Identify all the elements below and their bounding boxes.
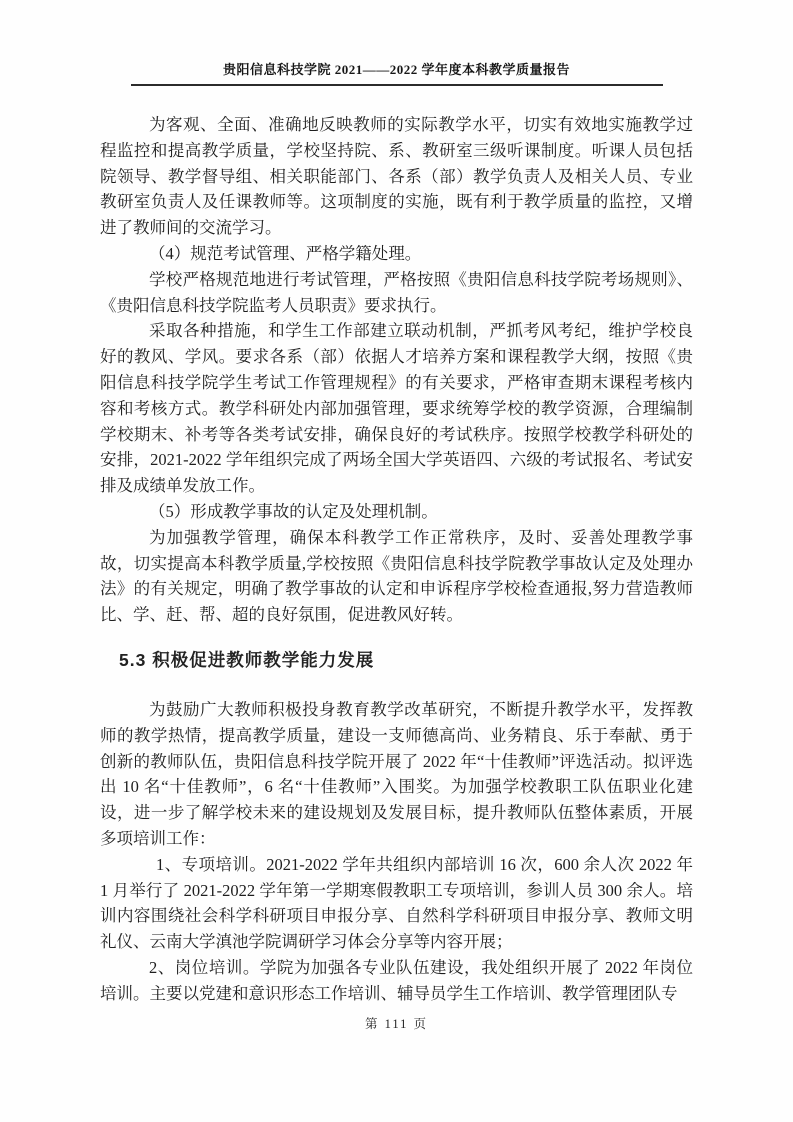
paragraph-exam-rules: 学校严格规范地进行考试管理，严格按照《贵阳信息科技学院考场规则》、《贵阳信息科技学院监考人员职责》要求执行。	[100, 269, 693, 315]
page-number: 第 111 页	[364, 1017, 429, 1031]
paragraph-teacher-development-intro: 为鼓励广大教师积极投身教育教学改革研究，不断提升教学水平，发挥教师的教学热情，提高教学质量，建设一支师德高尚、业务精良、乐于奉献、勇于创新的教师队伍，贵阳信息科技学院开展了 2022 年“十佳教师”评选活动。拟评选出 10 名“十佳教师”，6 名“十佳教师”入围奖。为加强学校教职工队伍职业化建设，进一步了解学校未来的建设规划及发展目标，提升教师队伍整体素质，开展多项培训工作：	[100, 699, 693, 848]
paragraph-item5-title: （5）形成教学事故的认定及处理机制。	[149, 501, 438, 521]
header-rule	[131, 84, 663, 86]
paragraph-teaching-accident: 为加强教学管理，确保本科教学工作正常秩序，及时、妥善处理教学事故，切实提高本科教学质量,学校按照《贵阳信息科技学院教学事故认定及处理办法》的有关规定，明确了教学事故的认定和申诉程序学校检查通报,努力营造教师比、学、赶、帮、超的良好氛围，促进教风好转。	[100, 527, 693, 625]
page-footer	[0, 1014, 793, 1032]
document-body	[100, 112, 693, 1007]
page-header	[100, 60, 693, 86]
section-heading-5-3: 5.3 积极促进教师教学能力发展	[119, 649, 375, 670]
paragraph-exam-management: 采取各种措施，和学生工作部建立联动机制，严抓考风考纪，维护学校良好的教风、学风。要求各系（部）依据人才培养方案和课程教学大纲，按照《贵阳信息科技学院学生考试工作管理规程》的有关要求，严格审查期末课程考核内容和考核方式。教学科研处内部加强管理，要求统筹学校的教学资源，合理编制学校期末、补考等各类考试安排，确保良好的考试秩序。按照学校教学科研处的安排，2021-2022 学年组织完成了两场全国大学英语四、六级的考试报名、考试安排及成绩单发放工作。	[100, 321, 693, 496]
paragraph-item4-title: （4）规范考试管理、严格学籍处理。	[149, 243, 422, 263]
paragraph-listening-system: 为客观、全面、准确地反映教师的实际教学水平，切实有效地实施教学过程监控和提高教学质量，学校坚持院、系、教研室三级听课制度。听课人员包括院领导、教学督导组、相关职能部门、各系（部）教学负责人及相关人员、专业教研室负责人及任课教师等。这项制度的实施，既有利于教学质量的监控，又增进了教师间的交流学习。	[100, 115, 693, 238]
paragraph-special-training: 1、专项培训。2021-2022 学年共组织内部培训 16 次，600 余人次 2022 年 1 月举行了 2021-2022 学年第一学期寒假教职工专项培训，参训人员 300 余人。培训内容围绕社会科学科研项目申报分享、自然科学科研项目申报分享、教师文明礼仪、云南大学滇池学院调研学习体会分享等内容开展；	[100, 854, 693, 952]
paragraph-post-training: 2、岗位培训。学院为加强各专业队伍建设，我处组织开展了 2022 年岗位培训。主要以党建和意识形态工作培训、辅导员学生工作培训、教学管理团队专	[100, 957, 693, 1003]
header-title: 贵阳信息科技学院 2021——2022 学年度本科教学质量报告	[222, 62, 570, 77]
